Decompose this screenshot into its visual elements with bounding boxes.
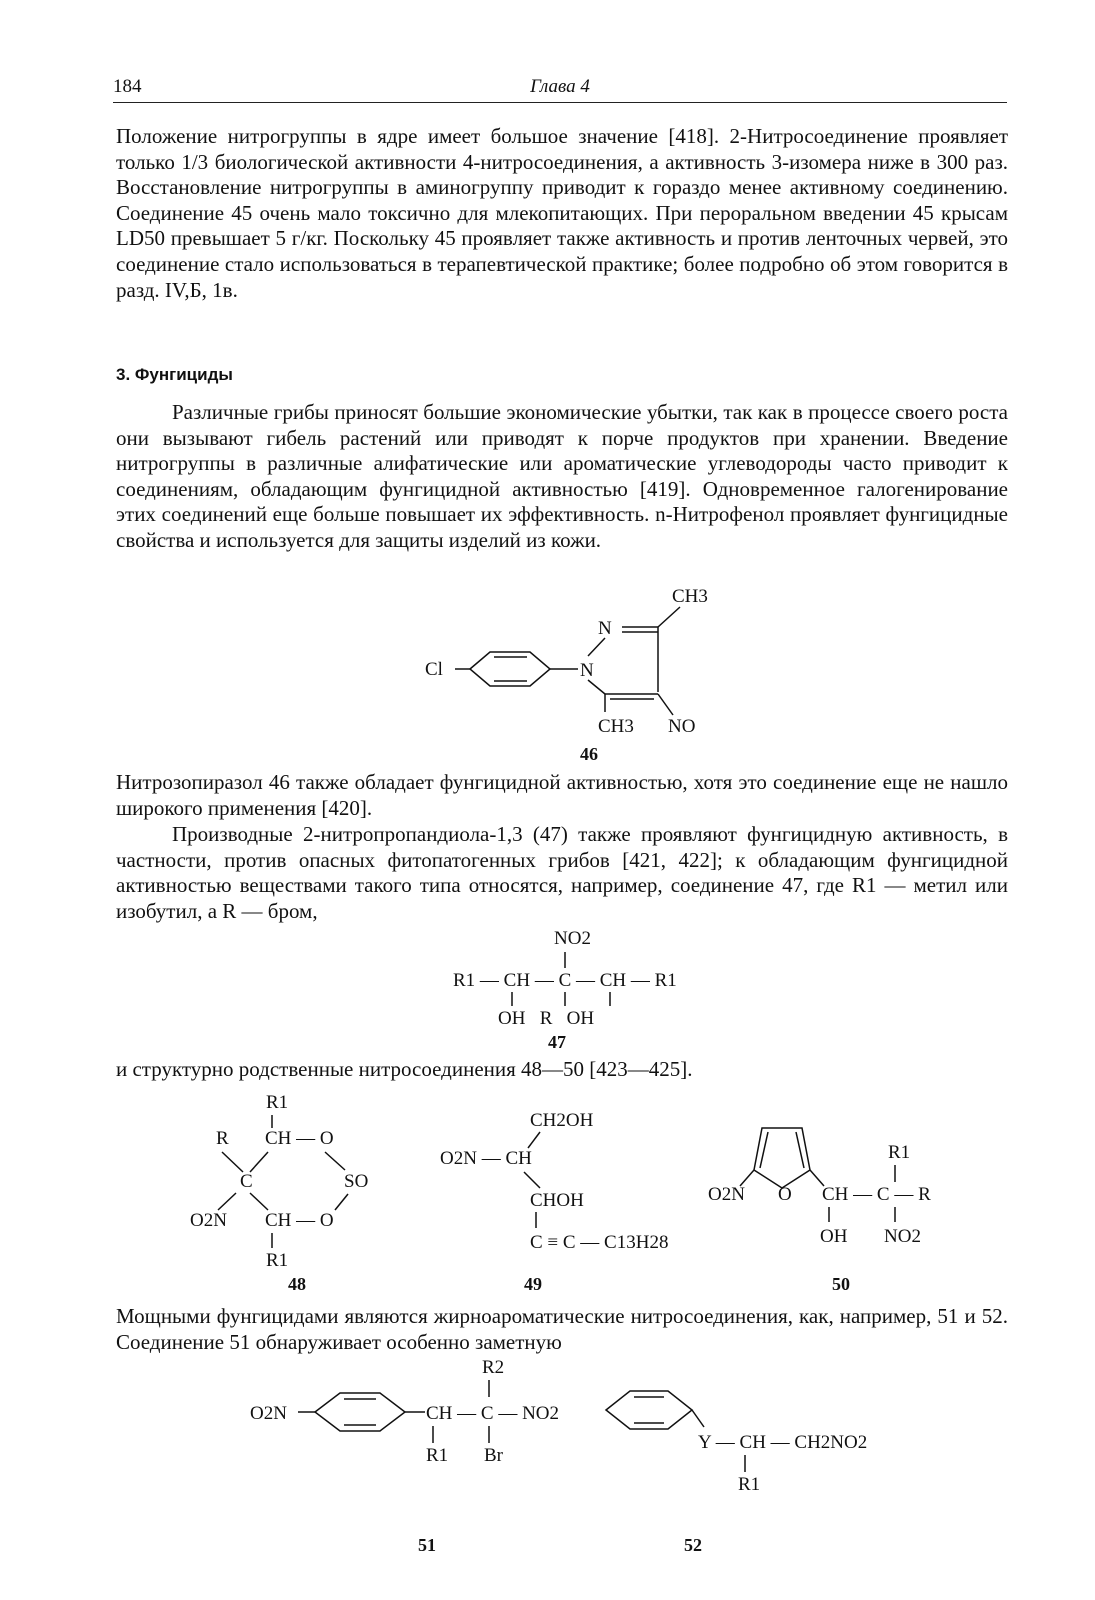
label-51: 51 (418, 1535, 436, 1555)
label-48: 48 (288, 1274, 306, 1294)
paragraph-potent-fungicides: Мощными фунгицидами являются жирноароматические нитросоединения, как, например, 51 и 52. Соединение 51 обнаруживает особенно заметную (116, 1304, 1008, 1354)
s49-alkyne: C ≡ C — C13H28 (530, 1232, 669, 1253)
paragraph-related: и структурно родственные нитросоединения 48—50 [423—425]. (116, 1057, 693, 1081)
s49-ch2oh: CH2OH (530, 1110, 594, 1131)
label-46: 46 (580, 744, 598, 764)
page-header (113, 76, 1007, 103)
s52-r1: R1 (738, 1474, 761, 1495)
s51-o2n: O2N (250, 1403, 287, 1424)
label-50: 50 (832, 1274, 850, 1294)
atom-cl: Cl (425, 659, 443, 680)
s49-chohh: CHOH (530, 1190, 584, 1211)
paragraph-fungi: Различные грибы приносят большие экономические убытки, так как в процессе своего роста они вызывают гибель растений или приводят к порче продуктов при хранении. Введение нитрогруппы в различные алифатические или ароматические углеводороды часто приводит к соединениям, обладающим фунгицидной активностью [419]. Одновременное галогенирование этих соединений еще больше повышает их эффективность. n-Нитрофенол проявляет фунгицидные свойства и используется для защиты изделий из кожи. (116, 400, 1008, 552)
atom-ch3-top: CH3 (672, 586, 708, 607)
s47-substituents: OH R OH (498, 1008, 595, 1029)
s50-oh: OH (820, 1226, 848, 1247)
paragraph-nitropropanediol: Производные 2-нитропропандиола-1,3 (47) также проявляют фунгицидную активность, в частности, против опасных фитопатогенных грибов [421, 422]; к обладающим фунгицидной активностью веществами такого типа относятся, например, соединение 47, где R1 — метил или изобутил, а R — бром, (116, 822, 1008, 923)
structure-46 (0, 580, 1095, 780)
s48-r1-top: R1 (266, 1092, 289, 1113)
s50-r1: R1 (888, 1142, 911, 1163)
s51-r2: R2 (482, 1357, 505, 1378)
s50-o: O (778, 1184, 792, 1205)
structures-48-50 (0, 1090, 1095, 1300)
s51-r1: R1 (426, 1445, 449, 1466)
s51-br: Br (484, 1445, 503, 1466)
label-52: 52 (684, 1535, 702, 1555)
atom-ch3-bottom: CH3 (598, 716, 634, 737)
s50-no2: NO2 (884, 1226, 921, 1247)
s47-no2: NO2 (554, 928, 591, 949)
s51-chain: CH — C — NO2 (426, 1403, 560, 1424)
s47-chain: R1 — CH — C — CH — R1 (453, 970, 677, 991)
atom-n1: N (580, 660, 594, 681)
page-number: 184 (113, 76, 142, 97)
chapter-title: Глава 4 (530, 76, 590, 97)
s48-r1-bottom: R1 (266, 1250, 289, 1271)
s48-o2n: O2N (190, 1210, 227, 1231)
s48-c: C (240, 1171, 253, 1192)
s48-ch-o-bottom: CH — O (265, 1210, 334, 1231)
s52-chain: Y — CH — CH2NO2 (698, 1432, 868, 1453)
s48-ch-o-top: CH — O (265, 1128, 334, 1149)
s48-so: SO (344, 1171, 369, 1192)
atom-n2: N (598, 618, 612, 639)
structure-47 (0, 920, 1095, 1060)
s49-o2n-ch: O2N — CH (440, 1148, 532, 1169)
s48-r: R (216, 1128, 229, 1149)
label-49: 49 (524, 1274, 542, 1294)
s50-o2n: O2N (708, 1184, 745, 1205)
paragraph-nitrosopyrazole: Нитрозопиразол 46 также обладает фунгицидной активностью, хотя это соединение еще не нашло широкого применения [420]. (116, 770, 1008, 820)
structures-51-52 (0, 1355, 1095, 1570)
label-47: 47 (548, 1032, 566, 1052)
section-title: 3. Фунгициды (116, 365, 233, 384)
paragraph-nitro-position: Положение нитрогруппы в ядре имеет большое значение [418]. 2-Нитросоединение проявляет только 1/3 биологической активности 4-нитросоединения, а активность 3-изомера ниже в 300 раз. Восстановление нитрогруппы в аминогруппу приводит к гораздо менее активному соединению. Соединение 45 очень мало токсично для млекопитающих. При пероральном введении 45 крысам LD50 превышает 5 г/кг. Поскольку 45 проявляет также активность и против ленточных червей, это соединение стало использоваться в терапевтической практике; более подробно об этом говорится в разд. IV,Б, 1в. (116, 124, 1008, 302)
s50-chain: CH — C — R (822, 1184, 931, 1205)
atom-no: NO (668, 716, 696, 737)
